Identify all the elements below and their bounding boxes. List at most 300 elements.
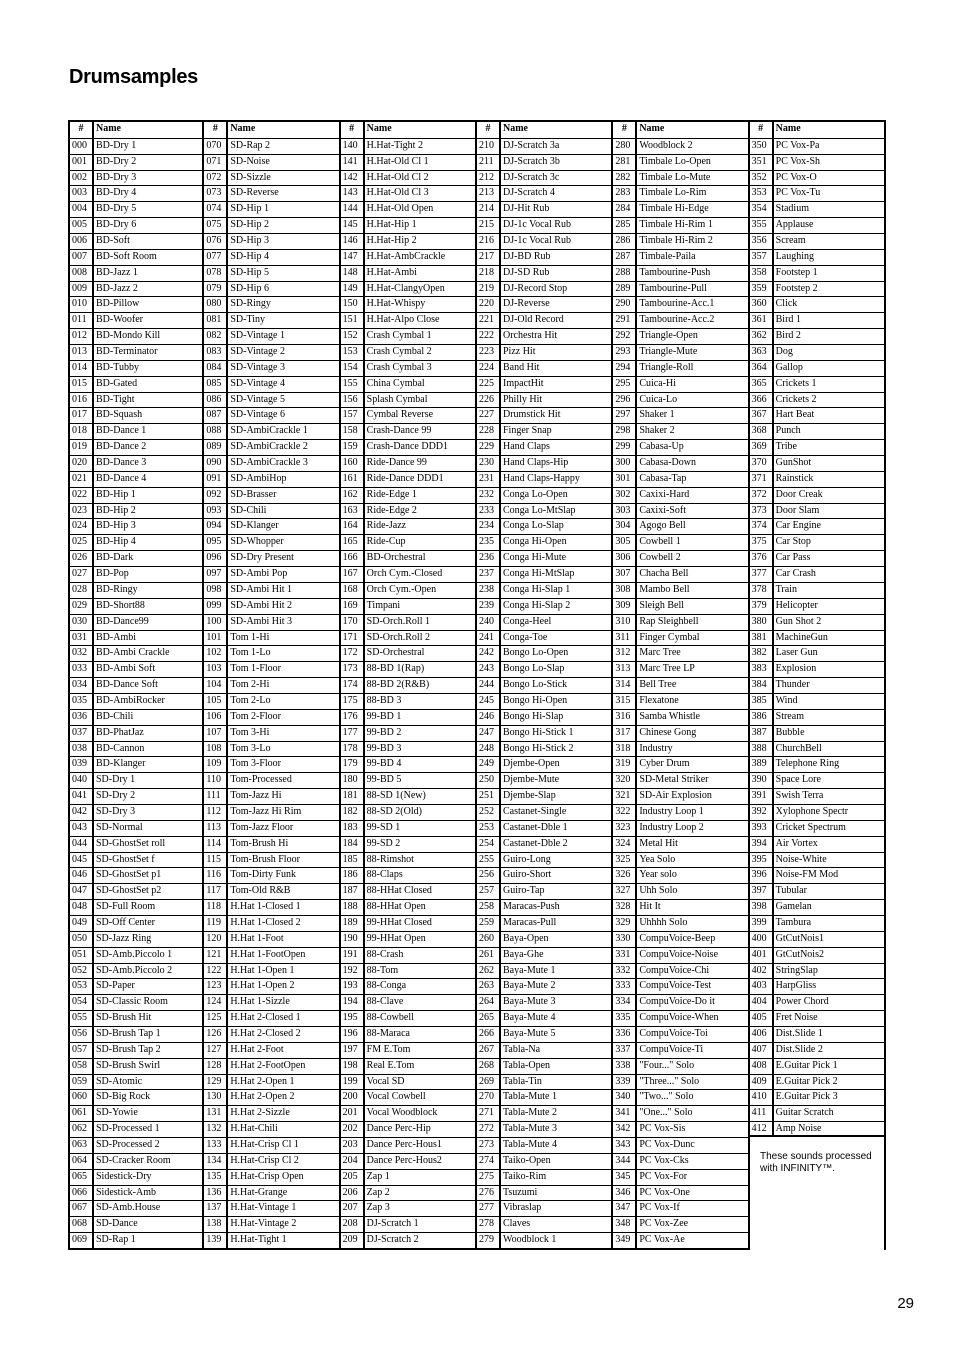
sample-number: 243: [477, 662, 501, 677]
table-row: [613, 963, 747, 979]
sample-number: 188: [341, 900, 365, 915]
table-row: [477, 709, 611, 725]
sample-name: Tom 1-Lo: [230, 647, 271, 659]
sample-number: 093: [204, 504, 228, 519]
sample-number: 236: [477, 551, 501, 566]
sample-number: 179: [341, 757, 365, 772]
sample-number: 344: [613, 1154, 637, 1169]
table-row: [750, 471, 884, 487]
page-title: Drumsamples: [69, 66, 198, 88]
sample-number: 394: [750, 837, 774, 852]
sample-name: Hand Claps: [502, 441, 550, 453]
table-row: [204, 455, 338, 471]
sample-number: 231: [477, 472, 501, 487]
sample-name: BD-Woofer: [96, 314, 143, 326]
sample-number: 044: [70, 837, 94, 852]
sample-number: 396: [750, 868, 774, 883]
sample-name: PC Vox-Sh: [775, 155, 821, 167]
sample-number: 313: [613, 662, 637, 677]
sample-number: 273: [477, 1138, 501, 1153]
sample-number: 014: [70, 361, 94, 376]
table-row: [477, 1232, 611, 1248]
table-row: [70, 217, 202, 233]
sample-name: DJ-1c Vocal Rub: [502, 235, 571, 247]
sample-name: BD-Pop: [96, 568, 129, 580]
sample-number: 360: [750, 297, 774, 312]
sample-name: SD-Vintage 3: [230, 361, 285, 373]
sample-name: Conga Lo-Open: [502, 488, 568, 500]
table-row: [341, 915, 475, 931]
table-row: [341, 1153, 475, 1169]
sample-name: H.Hat-Tight 2: [366, 139, 423, 151]
sample-name: SD-Tiny: [230, 314, 265, 326]
sample-number: 277: [477, 1201, 501, 1216]
sample-number: 389: [750, 757, 774, 772]
sample-number: 340: [613, 1090, 637, 1105]
sample-name: SD-Orch.Roll 1: [366, 615, 430, 627]
sample-name: Shaker 1: [639, 409, 675, 421]
table-row: [70, 709, 202, 725]
table-row: [341, 471, 475, 487]
sample-name: H.Hat-Hip 2: [366, 235, 417, 247]
table-row: [613, 867, 747, 883]
table-row: [750, 296, 884, 312]
sample-name: Vocal Woodblock: [366, 1107, 438, 1119]
table-row: [204, 741, 338, 757]
table-header-row: [204, 122, 338, 138]
sample-name: Finger Cymbal: [639, 631, 700, 643]
sample-number: 310: [613, 615, 637, 630]
sample-name: Tom 2-Lo: [230, 694, 271, 706]
table-row: [204, 1026, 338, 1042]
table-row: [750, 138, 884, 154]
sample-number: 264: [477, 995, 501, 1010]
sample-name: Tubular: [775, 885, 807, 897]
sample-name: Mambo Bell: [639, 583, 690, 595]
sample-name: Tom 2-Floor: [230, 710, 282, 722]
sample-name: SD-Processed 1: [96, 1123, 160, 1135]
table-row: [750, 265, 884, 281]
sample-name: Cabasa-Tap: [639, 472, 687, 484]
sample-number: 391: [750, 789, 774, 804]
sample-number: 343: [613, 1138, 637, 1153]
sample-name: 88-Conga: [366, 980, 407, 992]
sample-name: Baya-Mute 5: [502, 1027, 556, 1039]
table-row: [204, 709, 338, 725]
table-row: [750, 328, 884, 344]
sample-name: Tom-Processed: [230, 774, 292, 786]
sample-name: Industry Loop 1: [639, 805, 704, 817]
sample-number: 233: [477, 504, 501, 519]
sample-name: E.Guitar Pick 2: [775, 1075, 838, 1087]
table-row: [341, 788, 475, 804]
sample-number: 242: [477, 646, 501, 661]
sample-name: SD-Brush Swirl: [96, 1059, 161, 1071]
sample-name: Crash Cymbal 3: [366, 361, 432, 373]
sample-name: SD-Brush Tap 2: [96, 1043, 161, 1055]
sample-number: 386: [750, 710, 774, 725]
sample-name: 88-Claps: [366, 869, 403, 881]
sample-number: 288: [613, 266, 637, 281]
sample-number: 267: [477, 1043, 501, 1058]
table-row: [341, 281, 475, 297]
sample-number: 411: [750, 1106, 774, 1121]
sample-name: Amp Noise: [775, 1123, 822, 1135]
sample-number: 174: [341, 678, 365, 693]
table-row: [341, 947, 475, 963]
table-row: [70, 439, 202, 455]
sample-number: 409: [750, 1075, 774, 1090]
table-row: [750, 1105, 884, 1121]
sample-number: 051: [70, 948, 94, 963]
table-row: [477, 328, 611, 344]
sample-name: 88-Maraca: [366, 1027, 410, 1039]
sample-number: 320: [613, 773, 637, 788]
sample-name: Orchestra Hit: [502, 330, 558, 342]
table-row: [613, 661, 747, 677]
sample-number: 282: [613, 171, 637, 186]
table-row: [341, 360, 475, 376]
table-row: [613, 249, 747, 265]
table-row: [613, 1137, 747, 1153]
sample-name: SD-AmbiCrackle 1: [230, 425, 308, 437]
sample-name: H.Hat 2-Open 2: [230, 1091, 295, 1103]
table-row: [613, 614, 747, 630]
sample-name: SD-Vintage 6: [230, 409, 285, 421]
sample-number: 081: [204, 313, 228, 328]
table-row: [70, 1074, 202, 1090]
sample-number: 158: [341, 424, 365, 439]
table-row: [750, 677, 884, 693]
sample-name: Timbale Lo-Open: [639, 155, 711, 167]
table-row: [341, 1121, 475, 1137]
table-row: [613, 899, 747, 915]
table-row: [613, 407, 747, 423]
sample-number: 301: [613, 472, 637, 487]
sample-number: 221: [477, 313, 501, 328]
table-row: [70, 392, 202, 408]
table-row: [750, 598, 884, 614]
sample-number: 345: [613, 1170, 637, 1185]
sample-number: 384: [750, 678, 774, 693]
table-row: [70, 788, 202, 804]
table-row: [477, 820, 611, 836]
sample-name: Djembe-Slap: [502, 790, 556, 802]
sample-number: 307: [613, 567, 637, 582]
sample-name: Tom-Brush Hi: [230, 837, 289, 849]
table-row: [613, 550, 747, 566]
sample-name: SD-Orchestral: [366, 647, 425, 659]
table-row: [204, 407, 338, 423]
sample-name: 88-SD 2(Old): [366, 805, 422, 817]
sample-name: Swish Terra: [775, 790, 824, 802]
sample-name: 88-BD 3: [366, 694, 402, 706]
table-row: [613, 487, 747, 503]
sample-number: 019: [70, 440, 94, 455]
table-row: [204, 661, 338, 677]
sample-name: SD-Paper: [96, 980, 135, 992]
sample-number: 164: [341, 519, 365, 534]
sample-name: Gamelan: [775, 901, 812, 913]
table-header-row: [477, 122, 611, 138]
sample-name: Bell Tree: [639, 679, 677, 691]
sample-number: 013: [70, 345, 94, 360]
sample-number: 210: [477, 139, 501, 154]
sample-number: 133: [204, 1138, 228, 1153]
sample-name: Conga Hi-Slap 2: [502, 599, 571, 611]
sample-name: Triangle-Mute: [639, 346, 698, 358]
sample-name: PC Vox-Sis: [639, 1123, 686, 1135]
sample-name: 99-BD 1: [366, 710, 402, 722]
sample-name: Marc Tree LP: [639, 663, 695, 675]
table-row: [341, 1058, 475, 1074]
sample-number: 116: [204, 868, 228, 883]
sample-number: 072: [204, 171, 228, 186]
sample-number: 034: [70, 678, 94, 693]
sample-name: BD-Dry 1: [96, 139, 137, 151]
sample-name: SD-GhostSet p2: [96, 885, 162, 897]
table-row: [204, 296, 338, 312]
table-row: [613, 772, 747, 788]
sample-number: 020: [70, 456, 94, 471]
table-column: [750, 120, 886, 1250]
sample-number: 002: [70, 171, 94, 186]
table-row: [204, 598, 338, 614]
sample-name: Timbale Hi-Rim 2: [639, 235, 713, 247]
table-row: [204, 1200, 338, 1216]
sample-number: 145: [341, 218, 365, 233]
sample-number: 189: [341, 916, 365, 931]
sample-number: 193: [341, 979, 365, 994]
sample-number: 382: [750, 646, 774, 661]
sample-name: Fret Noise: [775, 1012, 818, 1024]
sample-number: 397: [750, 884, 774, 899]
table-row: [613, 201, 747, 217]
sample-number: 237: [477, 567, 501, 582]
sample-name: Dist.Slide 1: [775, 1027, 823, 1039]
sample-number: 016: [70, 393, 94, 408]
sample-name: SD-AmbiCrackle 3: [230, 457, 308, 469]
sample-number: 135: [204, 1170, 228, 1185]
sample-name: HarpGliss: [775, 980, 817, 992]
sample-number: 197: [341, 1043, 365, 1058]
sample-name: SD-Orch.Roll 2: [366, 631, 430, 643]
table-row: [70, 994, 202, 1010]
table-row: [750, 582, 884, 598]
sample-number: 163: [341, 504, 365, 519]
table-row: [613, 1169, 747, 1185]
sample-name: Hand Claps-Happy: [502, 472, 580, 484]
table-row: [70, 566, 202, 582]
sample-name: Guiro-Tap: [502, 885, 545, 897]
table-row: [70, 630, 202, 646]
sample-number: 173: [341, 662, 365, 677]
sample-name: Bongo Hi-Slap: [502, 710, 564, 722]
sample-name: SD-Hip 4: [230, 250, 269, 262]
sample-number: 316: [613, 710, 637, 725]
table-row: [341, 709, 475, 725]
sample-number: 085: [204, 377, 228, 392]
table-row: [750, 1074, 884, 1090]
sample-number: 161: [341, 472, 365, 487]
sample-number: 191: [341, 948, 365, 963]
table-row: [477, 1026, 611, 1042]
sample-number: 349: [613, 1233, 637, 1248]
table-row: [204, 534, 338, 550]
table-row: [341, 852, 475, 868]
sample-name: SD-AmbiCrackle 2: [230, 441, 308, 453]
table-row: [204, 201, 338, 217]
sample-number: 075: [204, 218, 228, 233]
sample-name: Tabla-Na: [502, 1043, 541, 1055]
table-row: [613, 693, 747, 709]
sample-name: H.Hat-Old Open: [366, 203, 434, 215]
table-row: [613, 1185, 747, 1201]
sample-name: DJ-Scratch 3c: [502, 171, 560, 183]
sample-number: 380: [750, 615, 774, 630]
sample-name: BD-AmbiRocker: [96, 694, 165, 706]
sample-name: Band Hit: [502, 361, 540, 373]
table-row: [204, 249, 338, 265]
sample-number: 218: [477, 266, 501, 281]
sample-name: 88-HHat Closed: [366, 885, 432, 897]
sample-number: 146: [341, 234, 365, 249]
sample-name: PC Vox-Tu: [775, 187, 821, 199]
table-row: [204, 1042, 338, 1058]
table-row: [613, 852, 747, 868]
table-row: [613, 645, 747, 661]
table-row: [477, 598, 611, 614]
sample-name: SD-Atomic: [96, 1075, 143, 1087]
sample-number: 124: [204, 995, 228, 1010]
sample-number: 102: [204, 646, 228, 661]
sample-name: 99-SD 1: [366, 821, 401, 833]
sample-name: Crash Cymbal 2: [366, 346, 432, 358]
table-row: [750, 518, 884, 534]
sample-name: Vibraslap: [502, 1202, 542, 1214]
sample-name: Tom 1-Floor: [230, 663, 282, 675]
sample-number: 182: [341, 805, 365, 820]
sample-name: SD-Sizzle: [230, 171, 271, 183]
sample-name: BD-Tight: [96, 393, 135, 405]
table-header-row: [70, 122, 202, 138]
table-row: [341, 582, 475, 598]
sample-name: BD-Terminator: [96, 346, 158, 358]
sample-number: 027: [70, 567, 94, 582]
header-name: Name: [639, 123, 665, 134]
sample-number: 303: [613, 504, 637, 519]
sample-name: BD-Mondo Kill: [96, 330, 161, 342]
table-row: [341, 1200, 475, 1216]
sample-name: BD-Jazz 2: [96, 282, 138, 294]
table-row: [341, 185, 475, 201]
sample-name: Triangle-Open: [639, 330, 698, 342]
table-column: [613, 120, 749, 1250]
sample-name: Baya-Mute 1: [502, 964, 556, 976]
sample-number: 181: [341, 789, 365, 804]
sample-name: BD-Dry 6: [96, 219, 137, 231]
table-row: [341, 487, 475, 503]
sample-number: 265: [477, 1011, 501, 1026]
table-column: [204, 120, 340, 1250]
table-row: [341, 598, 475, 614]
sample-number: 215: [477, 218, 501, 233]
table-row: [341, 804, 475, 820]
sample-name: H.Hat-Grange: [230, 1186, 288, 1198]
sample-number: 082: [204, 329, 228, 344]
sample-name: PC Vox-For: [639, 1170, 688, 1182]
sample-number: 126: [204, 1027, 228, 1042]
sample-number: 021: [70, 472, 94, 487]
sample-name: Splash Cymbal: [366, 393, 428, 405]
sample-number: 186: [341, 868, 365, 883]
sample-number: 328: [613, 900, 637, 915]
table-row: [750, 439, 884, 455]
table-row: [204, 947, 338, 963]
table-row: [613, 296, 747, 312]
sample-number: 256: [477, 868, 501, 883]
table-row: [477, 471, 611, 487]
sample-number: 299: [613, 440, 637, 455]
sample-name: PC Vox-Dunc: [639, 1139, 695, 1150]
sample-number: 291: [613, 313, 637, 328]
table-row: [70, 693, 202, 709]
sample-name: Tom 1-Hi: [230, 631, 270, 643]
table-row: [341, 201, 475, 217]
sample-name: Tambourine-Acc.1: [639, 298, 715, 310]
sample-name: Ride-Dance 99: [366, 457, 427, 469]
table-row: [204, 836, 338, 852]
sample-number: 127: [204, 1043, 228, 1058]
table-row: [341, 328, 475, 344]
table-row: [70, 281, 202, 297]
table-row: [204, 1153, 338, 1169]
table-row: [750, 852, 884, 868]
table-row: [70, 1137, 202, 1153]
sample-name: H.Hat 1-Sizzle: [230, 996, 290, 1008]
sample-number: 365: [750, 377, 774, 392]
table-row: [70, 1216, 202, 1232]
sample-name: Hit It: [639, 901, 661, 913]
sample-name: Tabla-Mute 4: [502, 1139, 557, 1150]
sample-number: 150: [341, 297, 365, 312]
sample-number: 083: [204, 345, 228, 360]
sample-number: 125: [204, 1011, 228, 1026]
sample-number: 334: [613, 995, 637, 1010]
sample-number: 195: [341, 1011, 365, 1026]
table-row: [341, 265, 475, 281]
sample-number: 398: [750, 900, 774, 915]
sample-number: 348: [613, 1217, 637, 1232]
sample-number: 138: [204, 1217, 228, 1232]
table-row: [613, 328, 747, 344]
sample-name: H.Hat-Crisp Open: [230, 1170, 304, 1182]
sample-name: Tabla-Open: [502, 1059, 551, 1071]
sample-name: SD-Normal: [96, 821, 143, 833]
sample-name: SD-GhostSet roll: [96, 837, 166, 849]
sample-name: Timbale Hi-Rim 1: [639, 219, 713, 231]
table-row: [750, 407, 884, 423]
table-row: [70, 963, 202, 979]
sample-number: 287: [613, 250, 637, 265]
table-row: [477, 852, 611, 868]
sample-name: BD-Cannon: [96, 742, 145, 754]
sample-number: 321: [613, 789, 637, 804]
sample-name: ImpactHit: [502, 377, 544, 389]
sample-number: 330: [613, 932, 637, 947]
table-row: [613, 233, 747, 249]
table-row: [341, 1185, 475, 1201]
